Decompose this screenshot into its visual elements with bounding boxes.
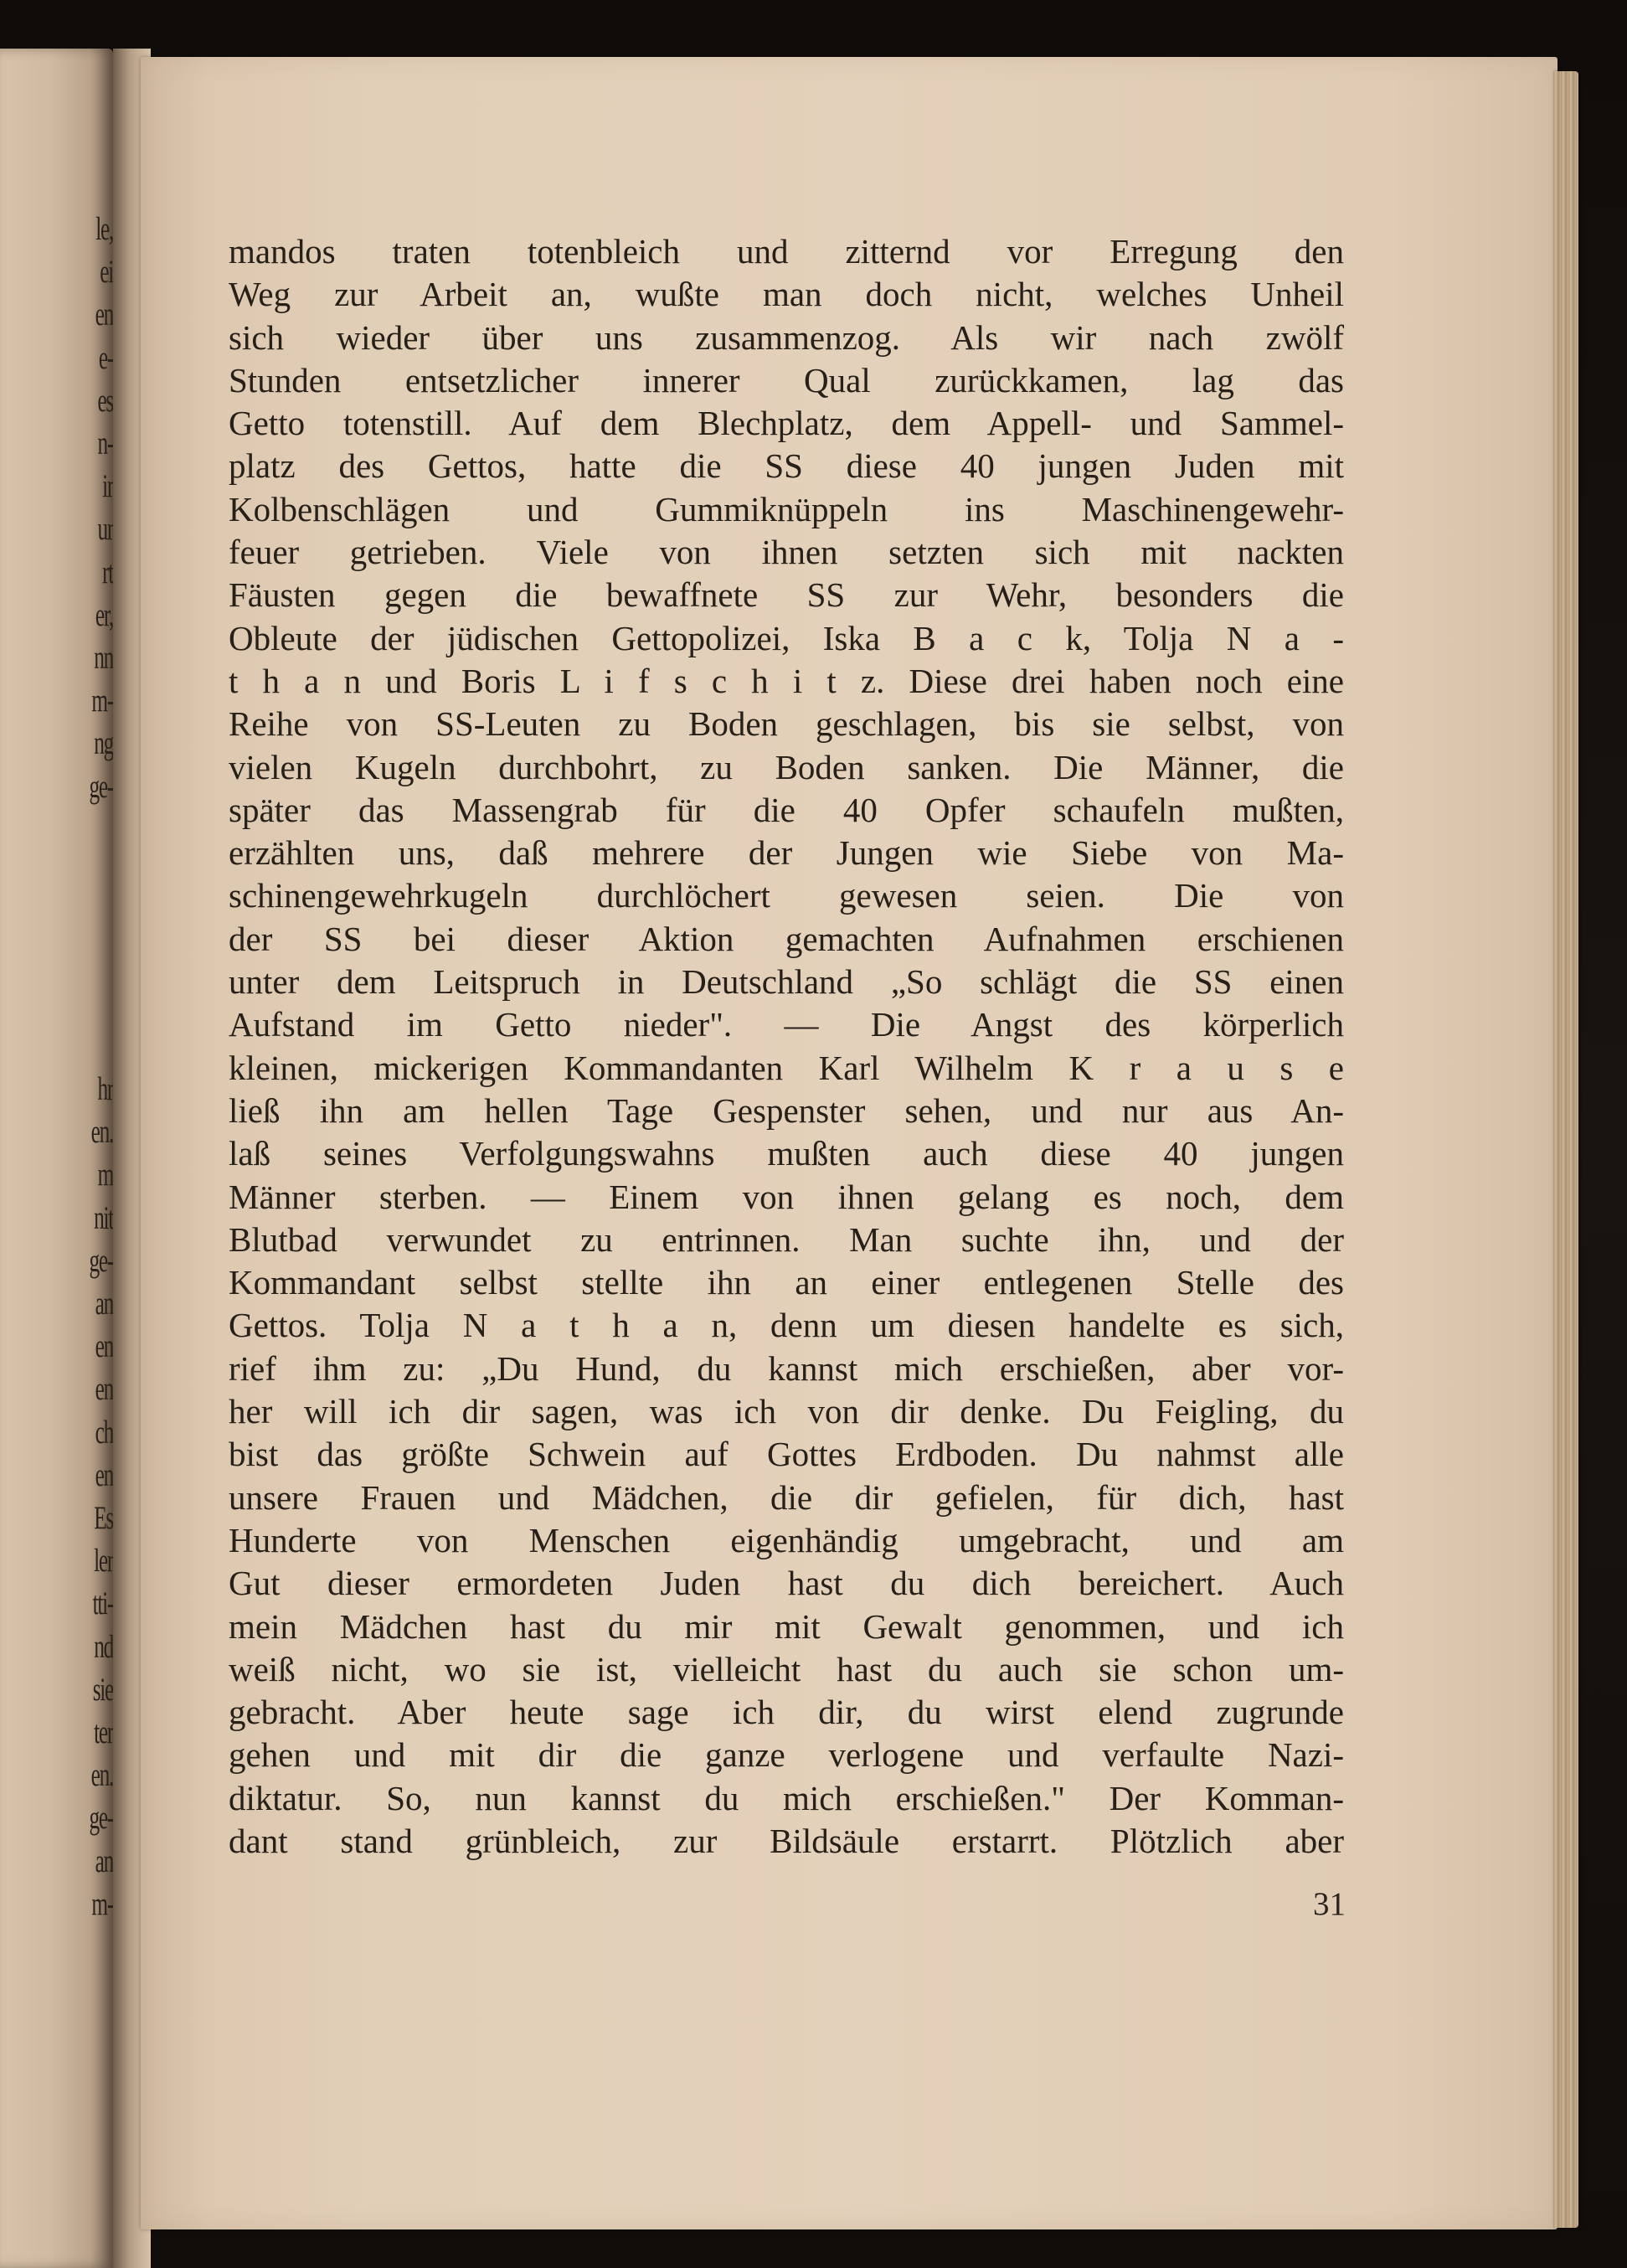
text-line: ließ ihn am hellen Tage Gespenster sehen, und nur aus An- bbox=[229, 1090, 1344, 1130]
text-line: laß seines Verfolgungswahns mußten auch diese 40 jungen bbox=[229, 1134, 1344, 1173]
text-line: schinengewehrkugeln durchlöchert gewesen seien. Die von bbox=[229, 876, 1344, 915]
text-line: feuer getrieben. Viele von ihnen setzten sich mit nackten bbox=[229, 533, 1344, 572]
text-line: t h a n und Boris L i f s c h i t z. Diese drei haben noch eine bbox=[229, 661, 1344, 700]
text-line: Fäusten gegen die bewaffnete SS zur Wehr, besonders die bbox=[229, 575, 1344, 615]
text-line: der SS bei dieser Aktion gemachten Aufnahmen erschienen bbox=[229, 919, 1344, 958]
text-line: Aufstand im Getto nieder". — Die Angst des körperlich bbox=[229, 1005, 1344, 1044]
text-line: her will ich dir sagen, was ich von dir denke. Du Feigling, du bbox=[229, 1392, 1344, 1431]
text-line: unter dem Leitspruch in Deutschland „So schlägt die SS einen bbox=[229, 962, 1344, 1002]
text-line: gehen und mit dir die ganze verlogene und verfaulte Nazi- bbox=[229, 1735, 1344, 1775]
text-line: Blutbad verwundet zu entrinnen. Man suchte ihn, und der bbox=[229, 1219, 1344, 1259]
text-line: Hunderte von Menschen eigenhändig umgebracht, und am bbox=[229, 1520, 1344, 1559]
page-edge bbox=[1553, 71, 1578, 2228]
text-line: Gut dieser ermordeten Juden hast du dich bereichert. Auch bbox=[229, 1564, 1344, 1603]
text-line: diktatur. So, nun kannst du mich erschießen." Der Komman- bbox=[229, 1778, 1344, 1817]
text-line: später das Massengrab für die 40 Opfer schaufeln mußten, bbox=[229, 790, 1344, 829]
text-line: Stunden entsetzlicher innerer Qual zurückkamen, lag das bbox=[229, 360, 1344, 399]
text-line: unsere Frauen und Mädchen, die dir gefielen, für dich, hast bbox=[229, 1477, 1344, 1517]
text-line: Männer sterben. — Einem von ihnen gelang es noch, dem bbox=[229, 1177, 1344, 1216]
text-line: rief ihm zu: „Du Hund, du kannst mich erschießen, aber vor- bbox=[229, 1348, 1344, 1388]
text-line: sich wieder über uns zusammenzog. Als wir nach zwölf bbox=[229, 317, 1344, 357]
text-line: Weg zur Arbeit an, wußte man doch nicht, welches Unheil bbox=[229, 275, 1344, 314]
page-body-text bbox=[229, 230, 1344, 1863]
text-line: Kolbenschlägen und Gummiknüppeln ins Maschinengewehr- bbox=[229, 489, 1344, 528]
text-line: Getto totenstill. Auf dem Blechplatz, dem Appell- und Sammel- bbox=[229, 404, 1344, 443]
text-line: erzählten uns, daß mehrere der Jungen wie Siebe von Ma- bbox=[229, 833, 1344, 873]
text-line: kleinen, mickerigen Kommandanten Karl Wilhelm K r a u s e bbox=[229, 1048, 1344, 1087]
text-line: vielen Kugeln durchbohrt, zu Boden sanken. Die Männer, die bbox=[229, 747, 1344, 786]
text-line: mandos traten totenbleich und zitternd vor Erregung den bbox=[229, 232, 1344, 271]
text-line: Gettos. Tolja N a t h a n, denn um diesen handelte es sich, bbox=[229, 1306, 1344, 1345]
text-line: dant stand grünbleich, zur Bildsäule erstarrt. Plötzlich aber bbox=[229, 1821, 1344, 1860]
left-page-edge bbox=[0, 49, 113, 2268]
left-page-text-fragments-top: le, ei en e- es n- ir ur rt er, nn m- ng ge- bbox=[89, 211, 113, 805]
text-line: weiß nicht, wo sie ist, vielleicht hast du auch sie schon um- bbox=[229, 1649, 1344, 1688]
text-line: Kommandant selbst stellte ihn an einer entlegenen Stelle des bbox=[229, 1263, 1344, 1302]
text-line: mein Mädchen hast du mir mit Gewalt genommen, und ich bbox=[229, 1606, 1344, 1646]
text-line: bist das größte Schwein auf Gottes Erdboden. Du nahmst alle bbox=[229, 1435, 1344, 1474]
text-line: Reihe von SS-Leuten zu Boden geschlagen, bis sie selbst, von bbox=[229, 704, 1344, 744]
text-line: Obleute der jüdischen Gettopolizei, Iska B a c k, Tolja N a - bbox=[229, 618, 1344, 657]
left-page-text-fragments-bottom: hr en. m nit ge- an en en ch en Es ler tti- nd sie ter en. ge- an m- bbox=[89, 1071, 113, 1922]
text-line: platz des Gettos, hatte die SS diese 40 jungen Juden mit bbox=[229, 446, 1344, 486]
text-line: gebracht. Aber heute sage ich dir, du wirst elend zugrunde bbox=[229, 1693, 1344, 1732]
page-number: 31 bbox=[1313, 1886, 1346, 1922]
